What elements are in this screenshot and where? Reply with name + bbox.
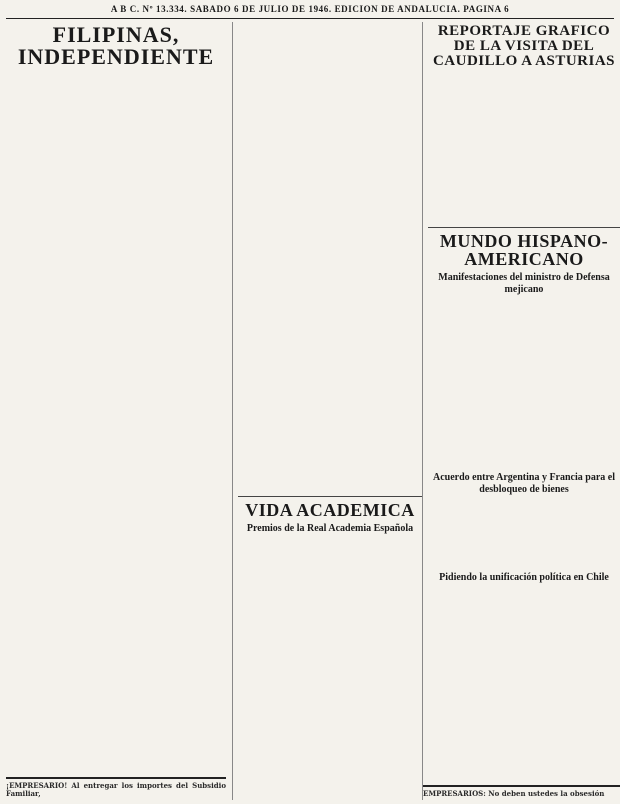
column-right	[422, 22, 620, 800]
divider	[428, 227, 620, 228]
subhead-mejicano: Manifestaciones del ministro de Defensa mejicano	[438, 272, 610, 295]
article-body-argentina	[428, 498, 620, 568]
article-body-mejicano	[428, 298, 620, 468]
column-middle	[232, 22, 422, 800]
notice-lead: EMPRESARIOS: No deben ustedes la obsesión	[423, 788, 605, 798]
article-body-filipinas	[6, 72, 226, 315]
page-header: A B C. Nº 13.334. SABADO 6 DE JULIO DE 1946. EDICION DE ANDALUCIA. PAGINA 6	[6, 4, 614, 19]
notice-empresario-left	[6, 777, 226, 800]
article-continuation	[238, 22, 422, 492]
subhead-chile: Pidiendo la unificación política en Chile	[439, 572, 609, 583]
section-title-vida-academica: VIDA ACADEMICA	[245, 500, 415, 520]
subhead-argentina: Acuerdo entre Argentina y Francia para el desbloqueo de bienes	[432, 472, 615, 495]
column-left	[6, 22, 226, 800]
article-title-filipinas: FILIPINAS, INDEPENDIENTE	[17, 22, 215, 69]
newspaper-page	[6, 4, 614, 800]
subhead-premios: Premios de la Real Academia Española	[246, 523, 414, 534]
divider	[238, 496, 422, 497]
notice-empresarios-right	[423, 785, 620, 800]
columns	[6, 22, 614, 800]
article-title-reportaje: REPORTAJE GRAFICO DE LA VISITA DEL CAUDILLO A ASTURIAS	[432, 23, 616, 69]
section-title-mundo-hispano: MUNDO HISPANO-AMERICANO	[439, 231, 609, 269]
notice-lead: ¡EMPRESARIO! Al entregar los importes del Subsidio Familiar,	[6, 780, 226, 798]
article-body-reportaje	[428, 73, 620, 223]
